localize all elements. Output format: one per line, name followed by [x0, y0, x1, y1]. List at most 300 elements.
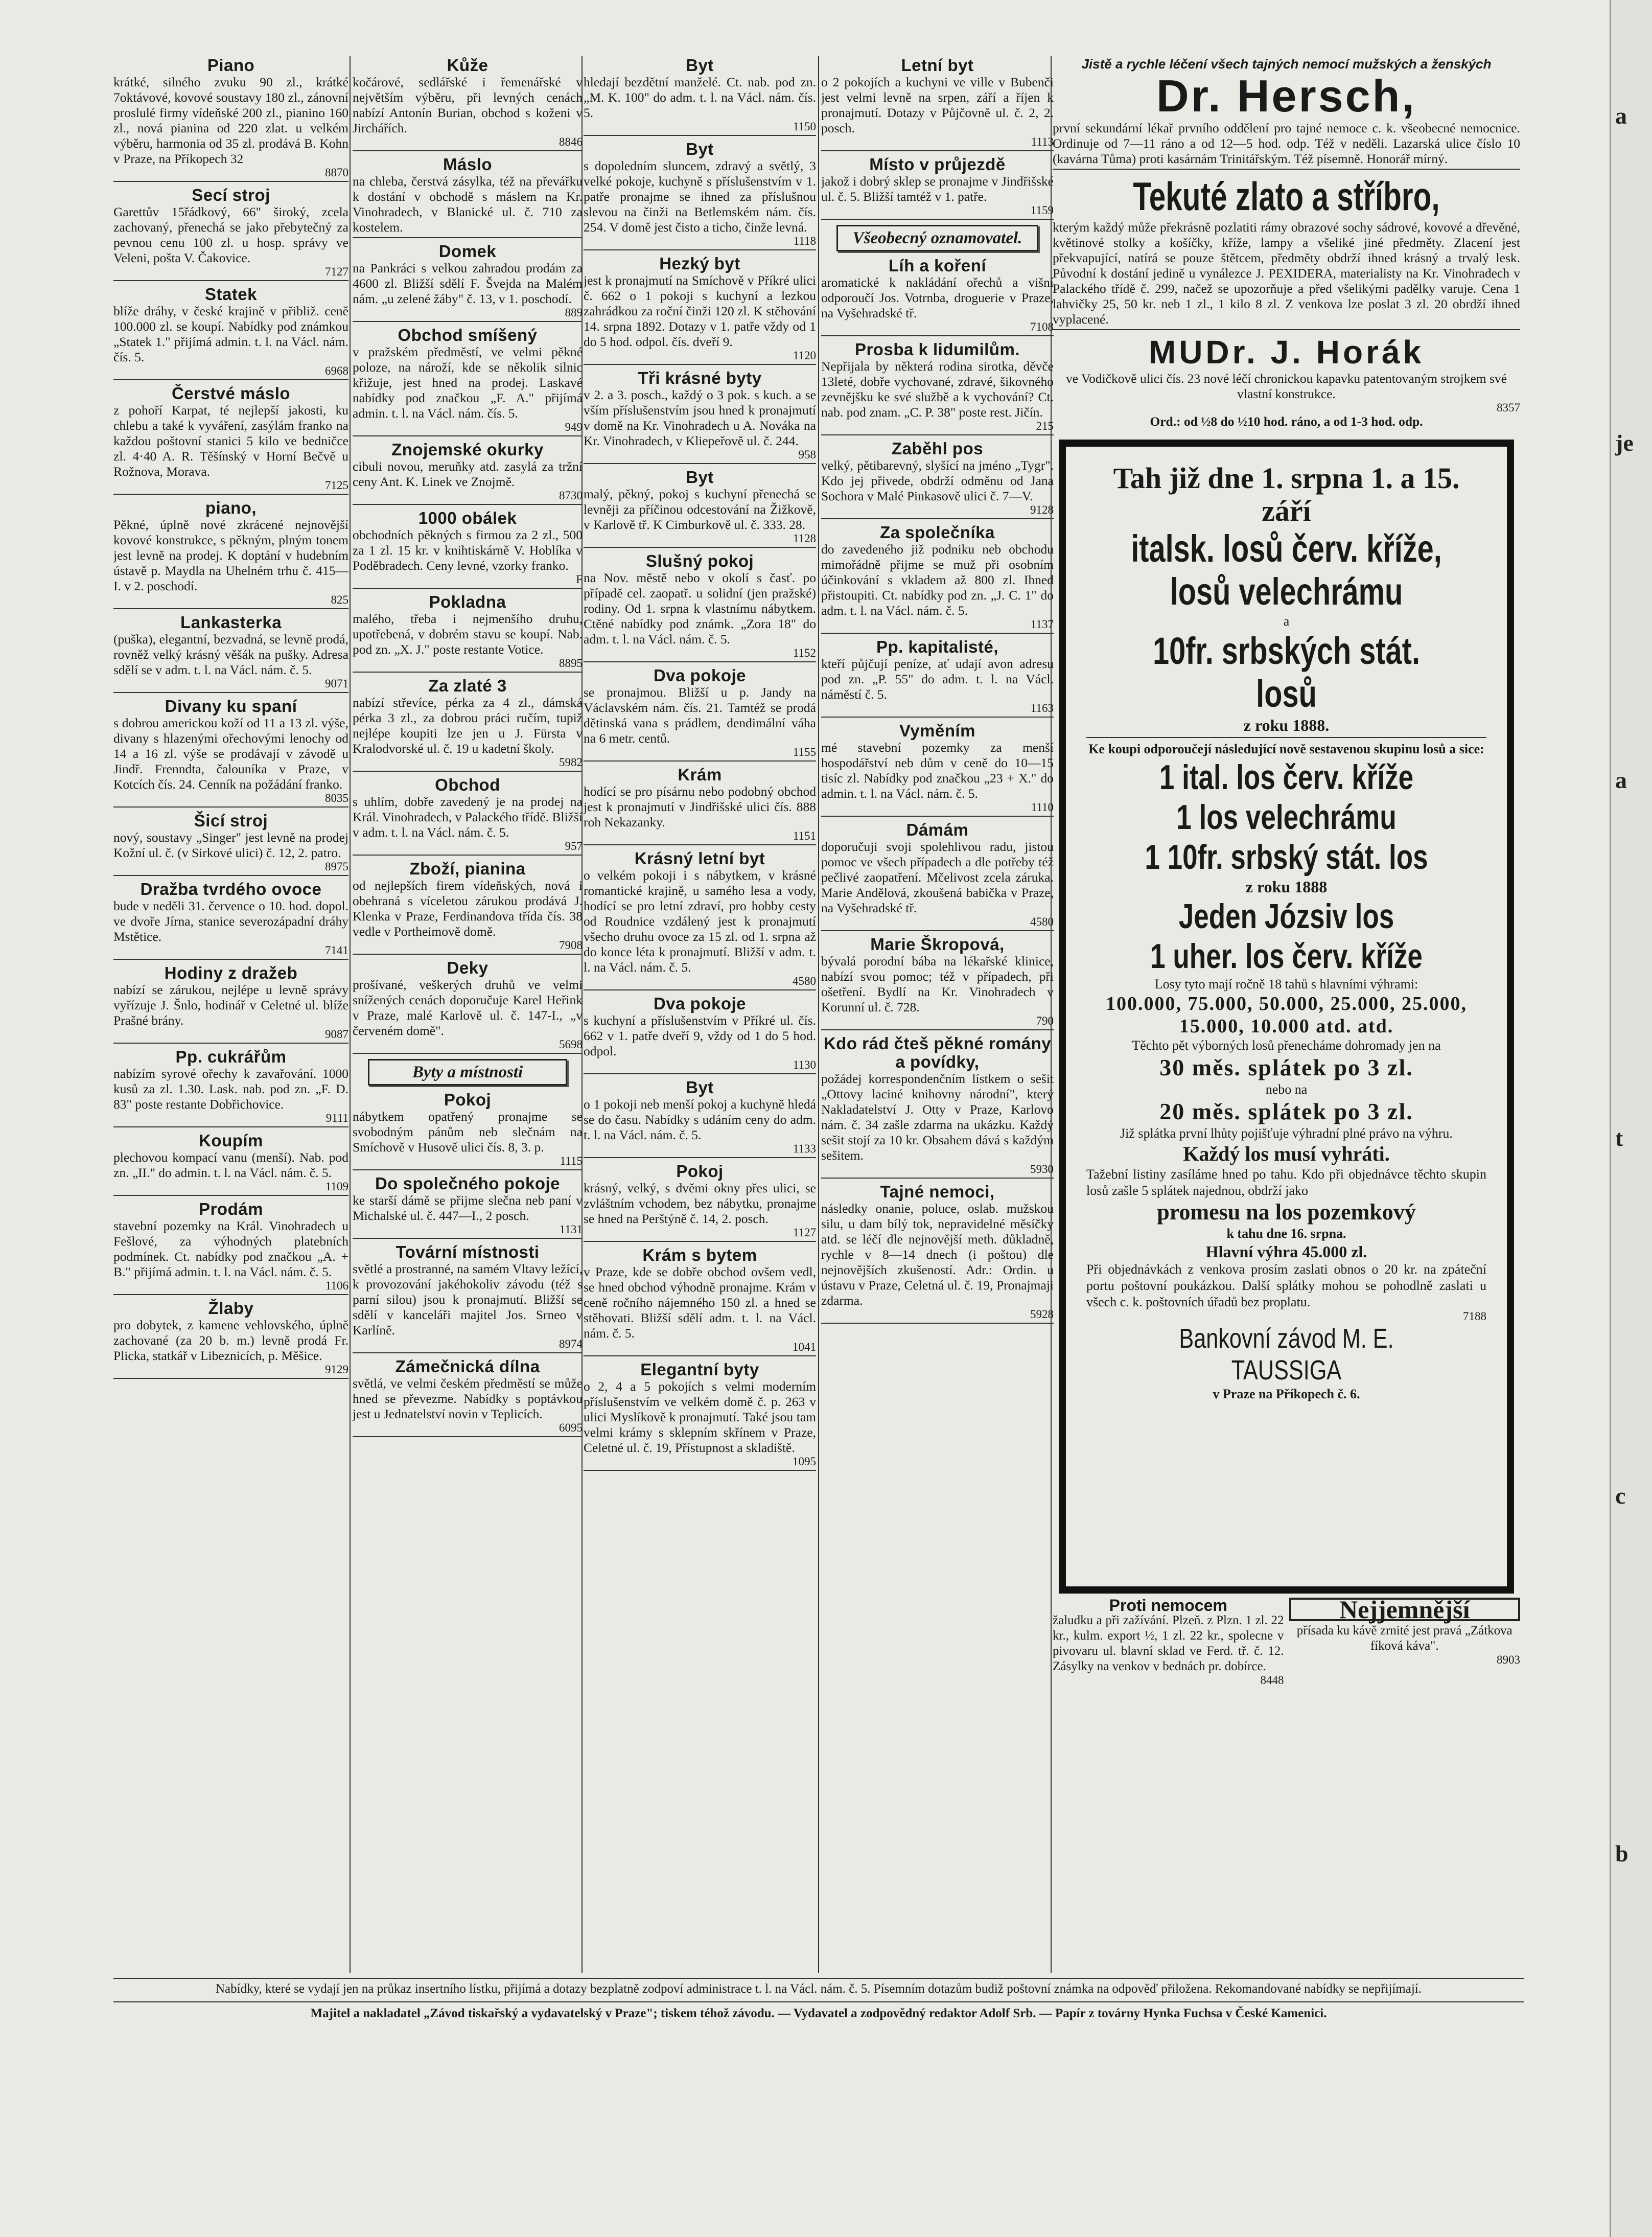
ad-title: Tajné nemoci, [880, 1182, 995, 1201]
classified-ad [113, 1048, 348, 1127]
ad-number: 1041 [793, 1341, 816, 1353]
divider [113, 181, 348, 182]
ad-text: malý, pěkný, pokoj s kuchyní přenechá se levněji za příčinou odcestování na Žižkově, v Karlově tř. K Cimburkově ul. č. 333. 28. [584, 487, 816, 532]
classified-ad [584, 995, 816, 1074]
adjacent-page-fragment: t [1615, 1125, 1623, 1151]
hersch-text: první sekundární lékař prvního oddělení pro tajné nemoce c. k. všeobecné nemocnice. Ordinuje od 7—11 ráno a od 12—5 hod. odp. Též v neděli. Lazarská ulice číslo 10 (kavárna Tůma) proti kasárnám Trinitářským. Též písemně. Honorář mírný. [1053, 121, 1520, 166]
ad-title: Slušný pokoj [645, 551, 754, 570]
ad-number: 5982 [559, 756, 583, 769]
classified-ad [821, 155, 1054, 220]
divider [821, 930, 1054, 931]
divider [821, 717, 1054, 718]
lottery-group-item: 1 ital. los červ. kříže [1159, 758, 1414, 797]
ad-number: 8870 [325, 166, 348, 179]
lottery-and: a [1283, 614, 1290, 629]
ad-number: 7188 [1463, 1310, 1486, 1323]
ad-number: 8895 [559, 657, 583, 670]
ad-title: Znojemské okurky [391, 440, 544, 459]
ad-title: Hodiny z dražeb [164, 963, 298, 982]
ad-text: bude v neděli 31. července o 10. hod. dopol. ve dvoře Jírna, stanice severozápadní dráhy Mstětice. [113, 898, 348, 944]
divider [821, 335, 1054, 336]
ad-title: Kůže [447, 56, 488, 75]
classified-ad [113, 56, 348, 182]
ad-number: 215 [1036, 420, 1054, 432]
divider [353, 672, 583, 673]
lottery-price: Těchto pět výborných losů přenecháme dohromady jen na [1132, 1038, 1441, 1053]
ad-title: Pokoj [676, 1162, 724, 1181]
lottery-group-item: 1 uher. los červ. kříže [1150, 937, 1423, 976]
column-1 [113, 56, 348, 1978]
classified-ad [584, 1360, 816, 1471]
lottery-rate: 30 měs. splátek po 3 zl. [1159, 1054, 1413, 1080]
lottery-order: Při objednávkách z venkova prosím zaslati obnos o 20 kr. na zpáteční portu poštovní poukázkou. Další splátky mohou se pohodlně zaslati u všech c. k. poštovních úřadů bez proplatu. [1086, 1262, 1486, 1309]
divider [113, 1043, 348, 1044]
ad-title: Máslo [443, 155, 493, 174]
ad-text: aromatické k nakládání ořechů a višní odporoučí Jos. Votrnba, droguerie v Praze, na Vyšehradské tř. [821, 275, 1054, 320]
divider [353, 1352, 583, 1353]
lottery-bank: Bankovní závod M. E. TAUSSIGA [1179, 1323, 1394, 1386]
ad-title: Do společného pokoje [375, 1174, 561, 1193]
ad-title: Líh a koření [888, 256, 987, 275]
classified-ad [821, 340, 1054, 435]
ad-text: mé stavební pozemky za menší hospodářství neb dům v ceně do 10—15 tisíc zl. Nabídky pod značkou „23 + X." do admin. t. l. na Václ. nám. č. 5. [821, 740, 1054, 801]
ad-number: 4580 [793, 975, 816, 987]
ad-text: nový, soustavy „Singer" jest levně na prodej Kožní ul. č. (v Sirkové ulici) č. 12, 2. patro. [113, 830, 348, 860]
divider [821, 219, 1054, 220]
classified-ad [353, 1243, 583, 1353]
ad-number: 825 [331, 593, 348, 606]
divider [113, 1294, 348, 1295]
classified-ad [584, 140, 816, 250]
classified-ad [821, 1183, 1054, 1324]
divider [353, 1169, 583, 1170]
ad-text: o 2, 4 a 5 pokojích s velmi moderním příslušenstvím ve velkém domě č. p. 263 v ulici Myslíkově k pronajmutí. Také jsou tam velmi krámy s sklepním skřínem v Praze, Celetné ul. č. 19, Přístupnost a skladiště. [584, 1379, 816, 1455]
classified-ad [821, 440, 1054, 519]
classified-ad [113, 964, 348, 1044]
divider [353, 855, 583, 856]
divider [353, 588, 583, 589]
ad-number: 8035 [325, 792, 348, 804]
column-3 [584, 56, 816, 1978]
classified-ad [353, 155, 583, 238]
pexidera-text: kterým každý může překrásně pozlatiti rámy obrazové sochy sádrové, kovové a dřevěné, květinové stolky a košíčky, kříže, lampy a všeliké jiné předměty. Zlacení jest překvapující, natírá se pouze štětcem, předměty obdrží ihned krásný a trvalý lesk. Původní k dostání jedině u vynálezce J. PEXIDERA, materialisty na Kr. Vinohradech v Palackého třídě č. 299, načež se upozorňuje a před všelikými padělky varuje. Cena 1 lahvičky 25, 50 kr. neb 1 zl., 1 kilo 8 zl. Z venkova lze poslat 3 zl. 20 obrdží ihned vyplacené. [1053, 220, 1520, 327]
ad-title: Zámečnická dílna [395, 1357, 540, 1376]
classified-ad [584, 666, 816, 762]
adjacent-page-fragment: a [1615, 767, 1627, 793]
ad-number: 6968 [325, 364, 348, 377]
divider [1086, 737, 1486, 738]
ad-text: s dobrou americkou koží od 11 a 13 zl. výše, divany s hlazenými ořechovými lenochy od 14 a 16 zl. výše se prodávají v závodě u Jindř. Frenndta, čalouníka v Praze, v Kotcích čís. 24. Cenník na požádání franko. [113, 716, 348, 792]
hersch-header: Jistě a rychle léčení všech tajných nemocí mužských a ženských [1081, 56, 1492, 72]
lottery-or: nebo na [1265, 1082, 1308, 1097]
ad-number: 6095 [559, 1421, 583, 1434]
ad-title: Proti nemocem [1109, 1596, 1227, 1615]
divider [584, 1470, 816, 1471]
ad-text: v 2. a 3. posch., každý o 3 pok. s kuch. a se vším příslušenstvím jsou hned k pronajmutí v domě na Kr. Vinohradech u A. Nováka na Kr. Vinohradech, v Kliepeřově ul. č. 244. [584, 387, 816, 448]
ad-text: nábytkem opatřený pronajme se svobodným pánům neb slečnám na Smíchově v Husově ulici čís. 8, 3. p. [353, 1109, 583, 1155]
ad-title: Dva pokoje [653, 666, 747, 685]
ad-title: Místo v průjezdě [869, 155, 1006, 174]
classified-ad [353, 1174, 583, 1239]
ad-text: plechovou kompací vanu (menší). Nab. pod zn. „II." do admin. t. l. na Václ. nám. č. 5. [113, 1150, 348, 1180]
ad-title: Byt [686, 1078, 714, 1097]
divider [353, 321, 583, 322]
divider [584, 1157, 816, 1158]
divider [584, 760, 816, 762]
ad-number: 1106 [325, 1279, 348, 1292]
proti-nemocem-ad [1053, 1598, 1284, 1687]
divider [113, 280, 348, 281]
divider [584, 364, 816, 365]
lottery-rate: 20 měs. splátek po 3 zl. [1159, 1098, 1413, 1124]
ad-text: v Praze, kde se dobře obchod ovšem vedl, se hned obchod výhodně pronajme. Krám v ceně ročního nájemného 150 zl. a hned se stěhovati. Bližší sdělí adm. t. l. na Václ. nám. č. 5. [584, 1264, 816, 1341]
column-2 [353, 56, 583, 1978]
ad-text: světlé a prostranné, na samém Vltavy ležící, k provozování jakéhokoliv závodu (též s parní silou) jsou k pronajmutí. Bližší se sdělí v kanceláři majitel Jos. Srneo v Karlíně. [353, 1261, 583, 1337]
ad-text: z pohoří Karpat, té nejlepší jakosti, ku chlebu a také k vyváření, zasýlám franko na každou poštovní stanici 5 kilo ve bedničce zl. 4·40 A. R. Těšínský v Horní Bečvě u Rožnova, Morava. [113, 403, 348, 479]
ad-text: s kuchyní a příslušenstvím v Příkré ul. čís. 662 v 1. patře dveří 9, vždy od 1 do 5 hod. odpol. [584, 1013, 816, 1058]
ad-number: 8846 [559, 135, 583, 148]
lottery-advertisement [1059, 440, 1514, 1594]
classified-ad [821, 821, 1054, 931]
ad-title: Byt [686, 140, 714, 158]
ad-number: 790 [1036, 1014, 1054, 1027]
divider [353, 435, 583, 436]
divider [113, 494, 348, 495]
divider [113, 1195, 348, 1196]
divider [353, 237, 583, 238]
ad-number: 1127 [793, 1226, 816, 1239]
ad-title: Statek [204, 285, 258, 304]
classified-ad [113, 613, 348, 693]
ad-title: Divany ku spaní [165, 697, 297, 716]
ad-title: Nejjemnější [1289, 1598, 1521, 1621]
classified-ad [353, 242, 583, 322]
ad-text: prošívané, veškerých druhů ve velmi snížených cenách doporučuje Karel Heřink v Praze, malé Karlově ul. č. 147-I., „v červeném domě". [353, 977, 583, 1038]
section-heading-box: Byty a místnosti [368, 1059, 567, 1086]
ad-text: cibuli novou, meruňky atd. zasylá za tržní ceny Ant. K. Linek ve Znojmě. [353, 459, 583, 489]
classified-ad [584, 255, 816, 365]
column-divider [818, 56, 819, 1973]
divider [584, 1241, 816, 1242]
ad-title: Prosba k lidumilům. [854, 340, 1020, 359]
divider [113, 379, 348, 380]
divider [113, 1126, 348, 1127]
ad-text: jest k pronajmutí na Smíchově v Příkré ulici č. 662 o 1 pokoji s kuchyní a lezkou zahrádkou za roční činži 120 zl. K stěhování 14. srpna 1892. Dotazy v 1. patře vždy od 1 do 5 hod. odpol. čís. dveří 9. [584, 273, 816, 349]
horak-hours: Ord.: od ½8 do ½10 hod. ráno, a od 1-3 hod. odp. [1150, 414, 1423, 429]
classified-ad [821, 257, 1054, 336]
divider [353, 1436, 583, 1437]
lottery-offer: Ke koupi odporoučejí následující nově sestavenou skupinu losů a sice: [1088, 742, 1484, 756]
ad-number: 1120 [793, 349, 816, 362]
ad-title: Elegantní byty [640, 1360, 759, 1379]
ad-text: krásný, velký, s dvěmi okny přes ulici, se zvláštním vchodem, bez nábytku, pronajme se hned na Perštýně č. 14, 2. posch. [584, 1181, 816, 1226]
divider [821, 633, 1054, 634]
divider [113, 875, 348, 876]
classified-ad [584, 56, 816, 136]
divider [584, 1355, 816, 1356]
adjacent-page-fragment: b [1615, 1840, 1628, 1866]
ad-number: 9087 [325, 1028, 348, 1041]
classified-ad [584, 552, 816, 662]
divider [821, 518, 1054, 519]
divider [113, 692, 348, 693]
classified-ad [584, 1246, 816, 1356]
ad-title: Pokladna [429, 592, 506, 611]
lottery-line: losů velechrámu [1170, 570, 1403, 613]
pexidera-title: Tekuté zlato a stříbro, [1133, 174, 1440, 219]
ad-number: 1152 [793, 647, 816, 659]
ad-text: kteří půjčují peníze, ať udají avon adresu pod zn. „P. 55" do adm. t. l. na Václ. náměstí č. 5. [821, 656, 1054, 702]
ad-title: Obchod [435, 775, 500, 794]
divider [584, 463, 816, 464]
ad-title: Žlaby [208, 1299, 254, 1318]
ad-number: 1128 [793, 532, 816, 545]
lottery-lists: Tažební listiny zasíláme hned po tahu. Kdo při objednávce těchto skupin losů zašle 5 splátek najednou, obdrží jako [1086, 1167, 1486, 1198]
ad-number: 5928 [1030, 1308, 1054, 1321]
divider [584, 1073, 816, 1074]
divider [584, 989, 816, 990]
ad-text: malého, třeba i nejmenšího druhu, upotřebená, v dobrém stavu se koupí. Nab. pod zn. „X. J." poste restante Votice. [353, 611, 583, 657]
ad-text: světlá, ve velmi českém předměstí se může hned se převezme. Nabídky s poptávkou jest u Jednatelství novin v Teplicích. [353, 1376, 583, 1421]
ad-text: s dopoledním sluncem, zdravý a světlý, 3 velké pokoje, kuchyně s příslušenstvím v 1. patře pronajme se ihned za příslušnou slevou na činži na Betlemském nám. čís. 254. V domě jest čisto a ticho, činže levná. [584, 158, 816, 235]
ad-number: 9071 [325, 677, 348, 690]
ad-title: Deky [447, 958, 488, 977]
ad-text: ke starší dámě se přijme slečna neb paní v Michalské ul. č. 447—I., 2 posch. [353, 1193, 583, 1223]
ad-number: 7908 [559, 939, 583, 952]
ad-number: 1110 [1031, 801, 1054, 814]
classified-ad [353, 593, 583, 673]
divider [1053, 329, 1520, 330]
divider [821, 1178, 1054, 1179]
classified-ad [353, 56, 583, 151]
ad-title: Krám s bytem [642, 1246, 757, 1264]
divider [353, 504, 583, 505]
divider [584, 661, 816, 662]
lottery-group-item: Jeden Józsiv los [1178, 897, 1394, 936]
footer-notice: Nabídky, které se vydají jen na průkaz insertního lístku, přijímá a dotazy bezplatně zodpoví administrace t. l. na Václ. nám. č. 5. Písemním dotazům budiž poštovní známka na odpověď přiložena. Rekomandované nabídky se nepřijímají. [113, 1978, 1524, 1997]
classified-ad [353, 1091, 583, 1170]
ad-text: přísada ku kávě zrnité jest pravá „Zátkova fíková káva". [1296, 1624, 1513, 1653]
ad-text: na Nov. městě nebo v okolí s časť. po případě cel. zaopatř. u solidní (jen pražské) rodiny. Od 1. srpna k vlastnímu nábytkem. Ctěné nabídky pod známk. „Zora 18" do adm. t. l. na Václ. nám. č. 5. [584, 570, 816, 647]
ad-text: hodící se pro písárnu nebo podobný obchod jest k pronajmutí v Jindřišské ulici čís. 888 roh Nekazanky. [584, 784, 816, 829]
ad-number: 949 [565, 421, 583, 433]
ad-number: 9111 [325, 1112, 348, 1124]
lottery-bonus-date: k tahu dne 16. srpna. [1226, 1226, 1346, 1241]
ad-number: 9128 [1030, 503, 1054, 516]
divider [113, 1378, 348, 1379]
classified-ad [113, 186, 348, 281]
classified-ad [113, 384, 348, 495]
ad-number: 1151 [793, 829, 816, 842]
ad-number: 7141 [325, 944, 348, 957]
lottery-main-prize: Hlavní výhra 45.000 zl. [1205, 1242, 1367, 1261]
ad-title: Prodám [199, 1200, 263, 1218]
ad-number: 4580 [1030, 915, 1054, 928]
divider [821, 434, 1054, 435]
column-4 [821, 56, 1054, 1978]
classified-ad [113, 1200, 348, 1295]
adjacent-page-fragment: a [1615, 103, 1627, 129]
classified-ad [584, 468, 816, 548]
lottery-headline: Tah již dne 1. srpna 1. a 15. září [1113, 462, 1460, 527]
ad-title: Kdo rád čteš pěkné romány a povídky, [823, 1034, 1052, 1071]
divider [353, 150, 583, 151]
classified-ad [353, 776, 583, 856]
ad-number: 7127 [325, 265, 348, 278]
ad-title: Lankasterka [180, 613, 282, 632]
ad-text: o 1 pokoji neb menší pokoj a kuchyně hledá se do času. Nabídky s udáním ceny do adm. t. l. na Václ. nám. č. 5. [584, 1097, 816, 1142]
ad-text: jakož i dobrý sklep se pronajme v Jindřišské ul. č. 5. Bližší tamtéž v 1. patře. [821, 174, 1054, 204]
divider [821, 1323, 1054, 1324]
ad-number: 889 [565, 306, 583, 319]
ad-text: s uhlím, dobře zavedený je na prodej na Král. Vinohradech, v Palackého třídě. Bližší v adm. t. l. na Václ. nám. č. 5. [353, 794, 583, 840]
classified-ad [353, 860, 583, 955]
ad-text: se pronajmou. Bližší u p. Jandy na Václavském nám. čís. 21. Tamtéž se prodá dětinská vana s prádlem, dendimální váha na 6 metr. centů. [584, 685, 816, 746]
classified-ad [113, 880, 348, 960]
adjacent-page-fragment: je [1615, 430, 1634, 456]
classified-ad [113, 812, 348, 876]
ad-text: doporučuji svoji spolehlivou radu, jistou pomoc ve všech případech a dle potřeby též pečlivé zaopatření. Mčelivost zcela záruka. Marie Andělová, zkoušená babička v Praze, na Vyšehradské tř. [821, 839, 1054, 915]
divider [821, 150, 1054, 151]
lottery-line: 10fr. srbských stát. losů [1153, 630, 1420, 715]
ad-text: následky onanie, poluce, oslab. mužskou silu, u dam bílý tok, nepravidelné měsíčky atd. se léčí dle nejnovější meth. důkladně, rychle v 8—14 dnech (i poštou) dle nejnovějších zkušeností. Adr.: Ordin. u ústavu v Praze, Celetná ul. č. 19, Pronajmaji zdarma. [821, 1201, 1054, 1308]
ad-text: krátké, silného zvuku 90 zl., krátké 7oktávové, kovové soustavy 180 zl., zánovní proslulé firmy vídeňské 200 zl., pianino 160 zl., nová pianina od 220 zlat. u velkém výběru, harmonia od 35 zl. prodává B. Kohn v Praze, na Příkopech 32 [113, 75, 348, 166]
ad-number: 8903 [1497, 1653, 1520, 1666]
ad-title: Zboží, pianina [409, 859, 526, 878]
ad-text: nabízím syrové ořechy k zavařování. 1000 kusů za zl. 1.30. Lask. nab. pod zn. „F. D. 83" poste restante Dobřichovice. [113, 1066, 348, 1112]
ad-number: 8730 [559, 489, 583, 502]
horak-name: MUDr. J. Horák [1148, 334, 1425, 371]
classified-ad [353, 509, 583, 589]
ad-text: obchodních pěkných s firmou za 2 zl., 500 za 1 zl. 15 kr. v knihtiskárně V. Hoblíka v Poděbradech. Ceny levné, vzorky franko. [353, 527, 583, 573]
zatkova-kava-ad [1289, 1595, 1521, 1687]
ad-text: stavební pozemky na Král. Vinohradech u Fešlové, za výhodných platebních podmínek. Ct. nabídky pod značkou „A. + B." přijímá admin. t. l. na Václ. nám. č. 5. [113, 1218, 348, 1279]
ad-title: Dámám [906, 820, 969, 839]
divider [353, 1238, 583, 1239]
ad-title: Byt [686, 468, 714, 487]
classified-ad [353, 1357, 583, 1437]
divider [584, 135, 816, 136]
classified-ad [584, 1162, 816, 1242]
classified-ad [821, 935, 1054, 1030]
ad-number: 1115 [560, 1155, 583, 1167]
ad-number: 1133 [793, 1142, 816, 1155]
ad-title: Zaběhl pos [891, 439, 984, 458]
divider [353, 771, 583, 772]
classified-ad [821, 56, 1054, 151]
ad-text: do zavedeného již podniku neb obchodu mimořádně přijme se muž při osobním účinkování s vkladem až 800 zl. Ihned přistoupiti. Ct. nabídky pod zn. „J. C. 1" do adm. t. l. na Václ. nám. č. 5. [821, 542, 1054, 618]
ad-title: Dražba tvrdého ovoce [140, 880, 322, 898]
lottery-draws: Losy tyto mají ročně 18 tahů s hlavními výhrami: [1154, 977, 1418, 991]
ad-text: o 2 pokojích a kuchyni ve ville v Bubenči jest velmi levně na srpen, září a říjen k pronajmutí. Dotazy v Půjčovně ul. č. 2, 2. posch. [821, 75, 1054, 135]
ad-text: Pěkné, úplně nové zkrácené nejnovější kovové konstrukce, s pěkným, plným tonem jest levně na prodej. K doptání v hudebním ústavě p. Maydla na Uhelném trhu č. 415—I. v 2. poschodí. [113, 517, 348, 593]
horak-text: ve Vodičkově ulici čís. 23 nové léčí chronickou kapavku patentovaným strojkem své vlastní konstrukce. [1065, 371, 1507, 401]
classified-ad [821, 523, 1054, 634]
ad-text: (puška), elegantní, bezvadná, se levně prodá, rovněž velký krásný věšák na pušky. Adresa sdělí se v adm. t. l. na Václ. nám. č. 5. [113, 632, 348, 677]
classified-ad [113, 1132, 348, 1196]
divider [113, 608, 348, 609]
adjacent-page-strip [1610, 0, 1652, 2237]
footer-imprint: Majitel a nakladatel „Závod tiskařský a vydavatelský v Praze"; tiskem téhož závodu. — Vydavatel a zodpovědný redaktor Adolf Srb. — Papír z továrny Hynka Fuchsa v České Kamenici. [113, 2001, 1524, 2022]
divider [584, 844, 816, 845]
ad-title: Pp. kapitalisté, [876, 637, 999, 656]
divider [821, 1029, 1054, 1030]
ad-title: Krásný letní byt [634, 849, 765, 868]
classified-ad [584, 369, 816, 464]
ad-title: Čerstvé máslo [171, 384, 291, 403]
column-divider [350, 56, 351, 1973]
lottery-group-item: z roku 1888 [1245, 878, 1328, 896]
ad-text: hledají bezdětní manželé. Ct. nab. pod zn. „M. K. 100" do adm. t. l. na Václ. nám. čís. 5. [584, 75, 816, 120]
page-footer [113, 1978, 1524, 2022]
classified-ad [821, 1034, 1054, 1179]
ad-title: Byt [686, 56, 714, 75]
ad-title: Domek [438, 242, 497, 261]
ad-text: Garettův 15řádkový, 66" široký, zcela zachovaný, přenechá se jako přebytečný za pevnou cenu 100 zl. u hosp. správy ve Veleni, pošta V. Čakovice. [113, 204, 348, 265]
classified-ad [584, 1078, 816, 1158]
ad-title: Hezký byt [659, 254, 740, 273]
lottery-group-item: 1 10fr. srbský stát. los [1145, 838, 1428, 877]
ad-title: Koupím [199, 1131, 263, 1150]
ad-title: Dva pokoje [653, 994, 747, 1013]
classified-ad [821, 638, 1054, 718]
ad-title: piano, [205, 498, 257, 517]
ad-title: 1000 obálek [418, 509, 517, 527]
ad-number: 1137 [1030, 618, 1054, 631]
ad-text: bývalá porodní bába na lékařské klinice, nabízí svou pomoc; též v případech, při ošetření. Bydlí na Kr. Vinohradech v Korunní ul. č. 728. [821, 954, 1054, 1014]
ad-number: 1118 [793, 235, 816, 247]
classified-ad [584, 849, 816, 990]
ad-text: nabízí se zárukou, nejlépe u levně správy vyřízuje J. Šnlo, hodinář v Celetné ul. blíže Prašné brány. [113, 982, 348, 1028]
classified-ad [113, 1299, 348, 1379]
ad-text: blíže dráhy, v české krajině v přibliž. ceně 100.000 zl. se koupí. Nabídky pod známkou „Statek 1." přijímá admin. t. l. na Václ. nám. čís. 5. [113, 304, 348, 364]
ad-title: Pp. cukrářům [175, 1047, 287, 1066]
classified-ad [113, 697, 348, 808]
ad-text: žaludku a při zažívání. Plzeň. z Plzn. 1 zl. 22 kr., kulm. export ½, 1 zl. 22 kr., spolecne v pivovaru ul. blavní sklad ve Ferd. tř. č. 12. Zásylky na venkov v bednách pr. dobírce. [1053, 1613, 1284, 1673]
lottery-year: z roku 1888. [1243, 716, 1330, 734]
ad-number: 8357 [1497, 401, 1520, 414]
ad-number: 1113 [1031, 135, 1054, 148]
classified-ad [353, 441, 583, 505]
ad-title: Marie Škropová, [870, 935, 1005, 954]
ad-text: kočárové, sedlářské i řemenářské v největším výběru, při levných cenách nabízí Antonín Burian, obchod s koženi v Jirchářích. [353, 75, 583, 135]
ad-number: 5698 [559, 1038, 583, 1051]
ad-number: F [576, 573, 583, 586]
ad-title: Piano [207, 56, 255, 75]
ad-text: nabízí střevíce, pérka za 4 zl., dámská pérka 3 zl., za dobrou práci ručím, tupiž nejlépe koupiti lze jen u J. Fürsta v Kralodvorské ul. č. 19 u kadetní školy. [353, 695, 583, 756]
classified-ad [113, 499, 348, 609]
ad-number: 1155 [793, 746, 816, 758]
ad-number: 1159 [1030, 204, 1054, 217]
ad-number: 8448 [1260, 1674, 1284, 1687]
section-heading-box: Všeobecný oznamovatel. [836, 225, 1038, 251]
ad-title: Za společníka [880, 523, 995, 542]
ad-number: 957 [565, 840, 583, 852]
ad-title: Secí stroj [192, 186, 270, 204]
ad-number: 5930 [1030, 1163, 1054, 1175]
ad-number: 1163 [1030, 702, 1054, 714]
column-5 [1053, 56, 1520, 1978]
lottery-line: italsk. losů červ. kříže, [1131, 527, 1442, 570]
ad-title: Šicí stroj [194, 811, 268, 830]
divider [113, 959, 348, 960]
ad-text: pro dobytek, z kamene vehlovského, úplně zachované (za 20 b. m.) levně prodá Fr. Plicka, statkář v Libeznicích, p. Měšice. [113, 1318, 348, 1363]
divider [821, 816, 1054, 817]
classified-ad [353, 326, 583, 436]
ad-number: 1150 [793, 120, 816, 133]
lottery-bonus: promesu na los pozemkový [1157, 1200, 1416, 1225]
ad-text: na chleba, čerstvá zásylka, též na převářku k dostání v obchodě s máslem na Kr. Vinohradech, v Blanické ul. č. 710 za kostelem. [353, 174, 583, 235]
